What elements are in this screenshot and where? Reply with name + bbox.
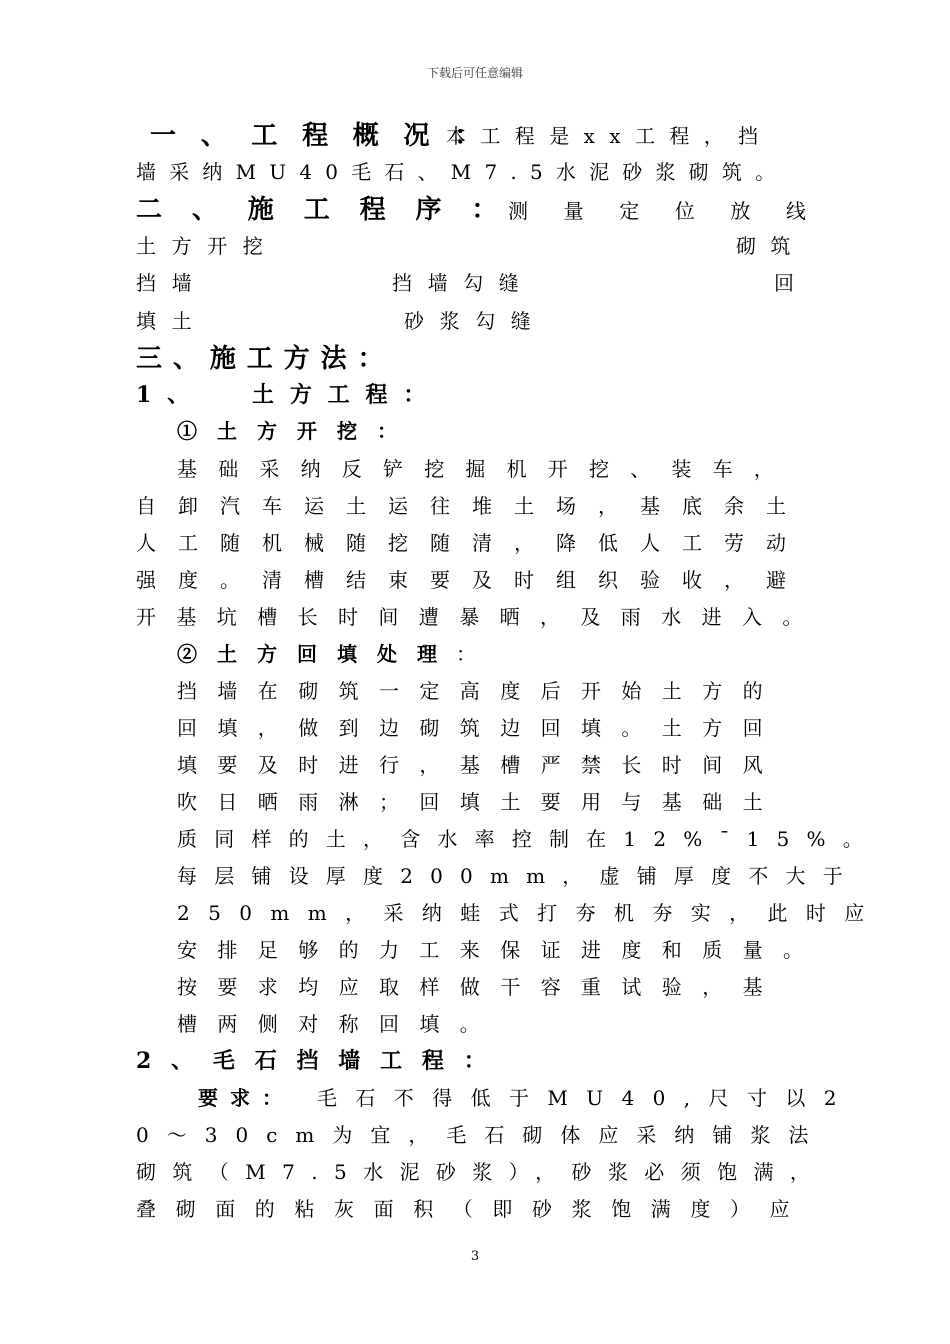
text-line: 安排足够的力工来保证进度和质量。 bbox=[177, 938, 824, 962]
text-line: 开基坑槽长时间遭暴晒，及雨水进入。 bbox=[136, 605, 823, 629]
text-line: 测量定位放线 bbox=[508, 199, 842, 223]
text-line: 自卸汽车运土运往堆土场，基底余土 bbox=[136, 494, 808, 518]
text-line: 填土 bbox=[136, 309, 208, 333]
text-line: 250mm，采纳蛙式打夯机夯实，此时应 bbox=[177, 901, 883, 925]
text-line: 回 bbox=[774, 271, 794, 295]
text-line: 土方开挖 bbox=[136, 234, 279, 258]
heading-construction-procedure: 二、施工程序： bbox=[136, 195, 528, 225]
subheading-requirements: 要求： bbox=[198, 1086, 294, 1110]
text-line: 挡墙勾缝 bbox=[392, 271, 535, 295]
text-line: 砌筑（M7.5水泥砂浆），砂浆必须饱满， bbox=[136, 1160, 827, 1184]
text-line: 填要及时进行，基槽严禁长时间风 bbox=[177, 753, 783, 777]
heading-project-overview: 一、工程概况： bbox=[150, 121, 505, 151]
heading-earthwork: 1、 土方工程： bbox=[136, 382, 442, 408]
text-line: 叠砌面的粘灰面积（即砂浆饱满度）应 bbox=[136, 1197, 810, 1221]
text-line: 砌筑 bbox=[736, 234, 805, 258]
page-header: 下载后可任意编辑 bbox=[426, 66, 523, 80]
text-line: 按要求均应取样做干容重试验，基 bbox=[177, 975, 783, 999]
text-line: ： bbox=[456, 642, 476, 666]
text-line: 每层铺设厚度200mm，虚铺厚度不大于 bbox=[177, 864, 860, 888]
text-line: 0～30cm为宜，毛石砌体应采纳铺浆法 bbox=[136, 1123, 827, 1147]
subheading-excavation: ①土方开挖： bbox=[177, 419, 417, 443]
page-number: 3 bbox=[470, 1249, 480, 1264]
text-line: 砂浆勾缝 bbox=[404, 309, 547, 333]
text-line: 挡墙 bbox=[136, 271, 208, 295]
heading-rubble-wall: 2、毛石挡墙工程： bbox=[136, 1048, 506, 1074]
text-line: 基础采纳反铲挖掘机开挖、装车， bbox=[177, 457, 795, 481]
subheading-backfill: ②土方回填处理 bbox=[177, 642, 457, 666]
text-line: 本工程是xx工程，挡 bbox=[446, 124, 773, 148]
text-line: 人工随机械随挖随清，降低人工劳动 bbox=[136, 531, 808, 555]
heading-construction-method: 三、施工方法： bbox=[136, 344, 395, 374]
text-line: 挡墙在砌筑一定高度后开始土方的 bbox=[177, 679, 783, 703]
text-line: 强度。清槽结束要及时组织验收，避 bbox=[136, 568, 808, 592]
text-line: 回填，做到边砌筑边回填。土方回 bbox=[177, 716, 783, 740]
text-line: 质同样的土，含水率控制在12%¯15%。 bbox=[177, 827, 880, 851]
text-line: 吹日晒雨淋；回填土要用与基础土 bbox=[177, 790, 783, 814]
text-line: 毛石不得低于MU40,尺寸以2 bbox=[317, 1086, 855, 1110]
text-line: 槽两侧对称回填。 bbox=[177, 1012, 501, 1036]
text-line: 墙采纳MU40毛石、M7.5水泥砂浆砌筑。 bbox=[136, 160, 789, 184]
